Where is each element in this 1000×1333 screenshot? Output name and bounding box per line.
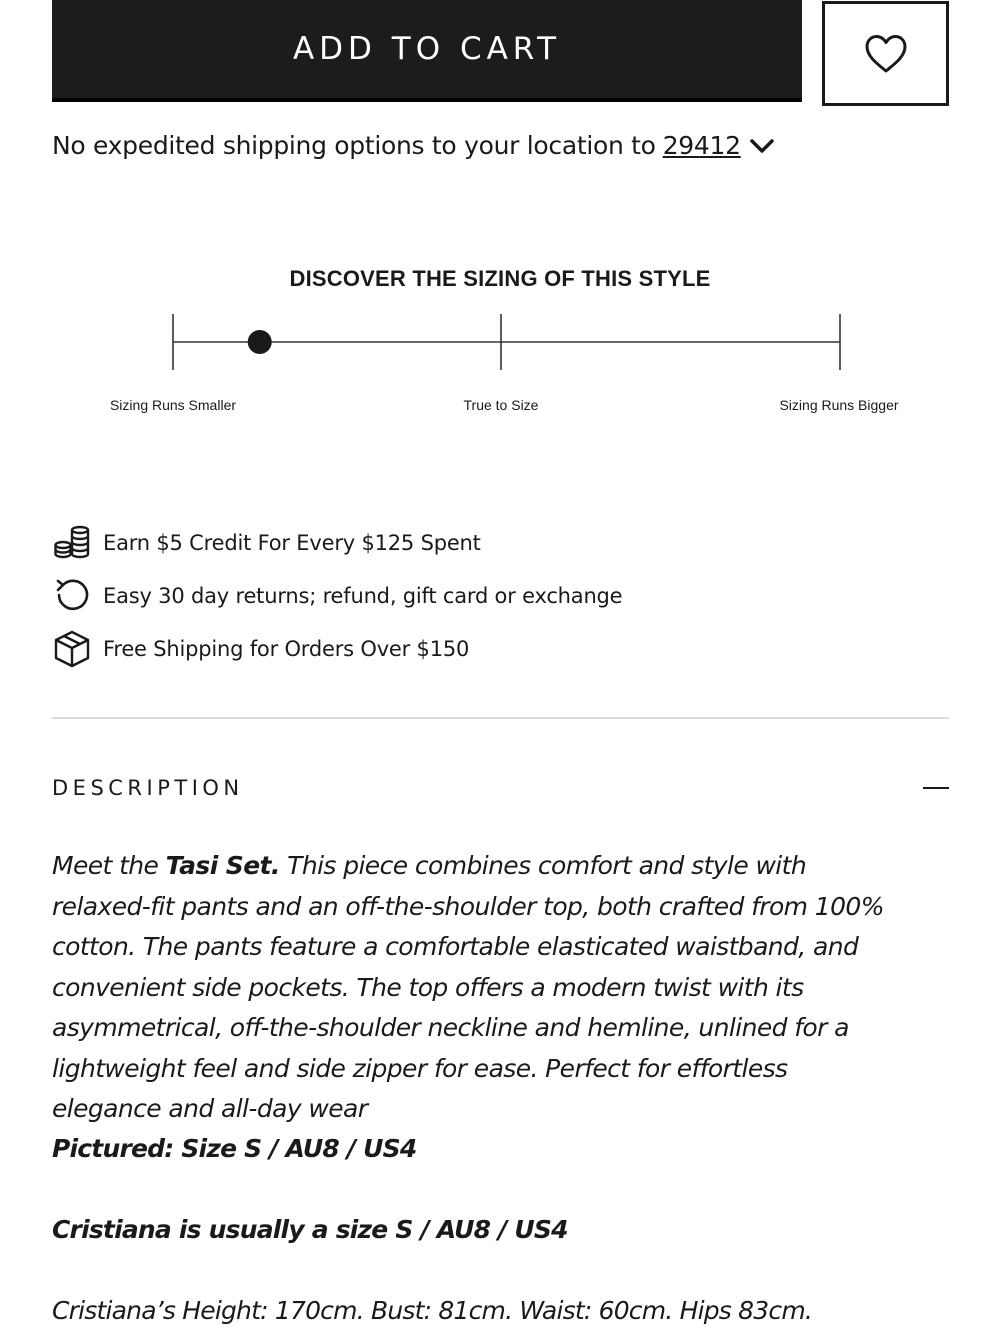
zip-code-link[interactable]: 29412	[662, 131, 741, 160]
perk-shipping	[52, 622, 622, 675]
shipping-info	[52, 131, 775, 160]
return-icon	[52, 576, 92, 616]
sizing-scale	[0, 310, 1000, 380]
perk-text: Free Shipping for Orders Over $150	[103, 636, 470, 661]
coins-icon	[52, 523, 92, 563]
description-text	[52, 846, 892, 1130]
minus-icon[interactable]	[923, 787, 949, 789]
pictured-size: Pictured: Size S / AU8 / US4	[52, 1134, 417, 1163]
description-heading[interactable]: DESCRIPTION	[52, 776, 244, 800]
label-sizing-smaller: Sizing Runs Smaller	[109, 397, 237, 413]
wishlist-button[interactable]	[822, 1, 949, 106]
product-name: Tasi Set.	[165, 851, 280, 880]
label-sizing-bigger: Sizing Runs Bigger	[779, 397, 899, 413]
description-body: This piece combines comfort and style with relaxed-fit pants and an off-the-shoulder top, both crafted from 100% cotton. The pants feature a comfortable elasticated waistband, and convenient side pockets. The top offers a modern twist with its asymmetrical, off-the-shoulder neckline and hemline, unlined for a lightweight feel and side zipper for ease. Perfect for effortless elegance and all-day wear	[52, 851, 884, 1123]
heart-icon	[864, 34, 908, 74]
description-intro: Meet the	[52, 851, 159, 880]
model-size: Cristiana is usually a size S / AU8 / US4	[52, 1215, 568, 1244]
label-true-to-size: True to Size	[463, 397, 539, 413]
perk-returns	[52, 569, 622, 622]
section-divider	[52, 717, 949, 719]
sizing-marker	[248, 330, 272, 354]
perk-text: Earn $5 Credit For Every $125 Spent	[103, 530, 481, 555]
perks-list	[52, 516, 622, 675]
perk-text: Easy 30 day returns; refund, gift card or exchange	[103, 583, 623, 608]
shipping-text: No expedited shipping options to your location to	[52, 131, 656, 160]
sizing-title: DISCOVER THE SIZING OF THIS STYLE	[289, 266, 711, 291]
box-icon	[52, 629, 92, 669]
chevron-down-icon[interactable]	[749, 137, 775, 155]
model-measurements: Cristiana’s Height: 170cm. Bust: 81cm. Waist: 60cm. Hips 83cm.	[52, 1296, 813, 1325]
perk-credit	[52, 516, 622, 569]
add-to-cart-button[interactable]: ADD TO CART	[52, 0, 802, 102]
